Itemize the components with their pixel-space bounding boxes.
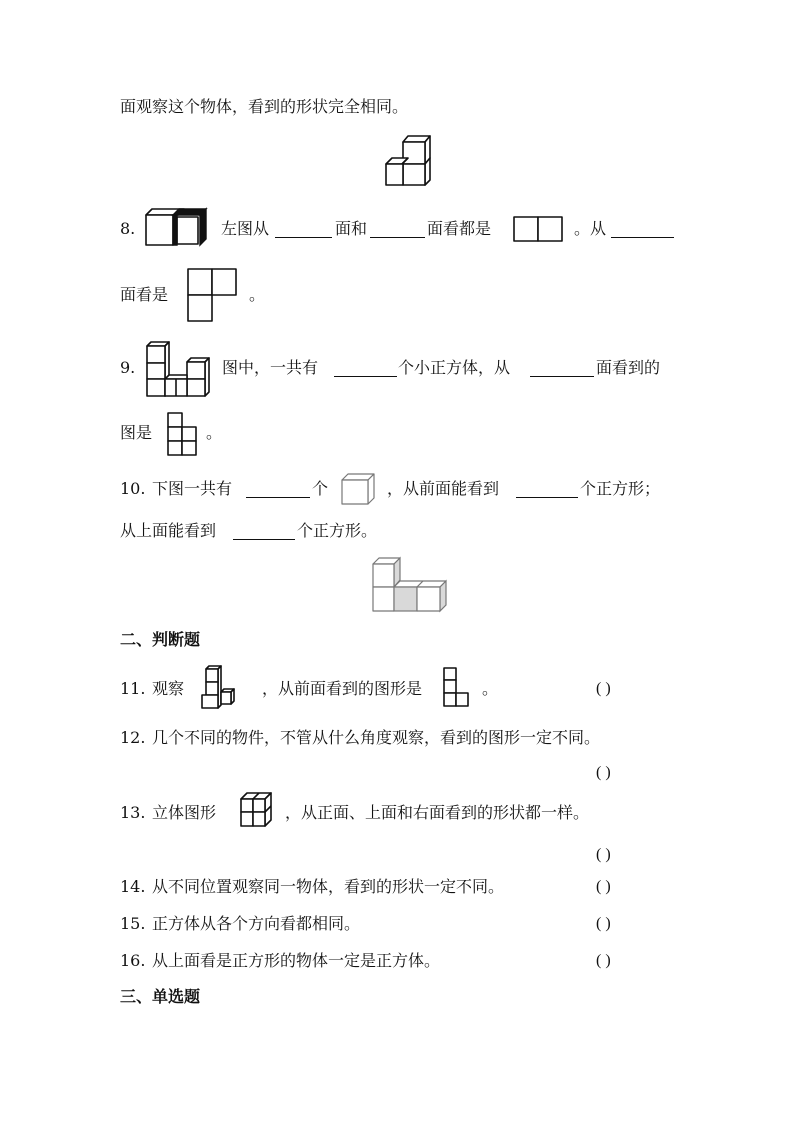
q15-answer-paren[interactable]: ( ) [596, 915, 611, 932]
q8-answer-blank-3[interactable] [611, 221, 674, 238]
q9-text-2: 个小正方体，从 [398, 358, 511, 377]
q11-text-2: ，从前面看到的图形是 [262, 679, 423, 698]
q16-text: 从上面看是正方形的物体一定是正方体。 [152, 951, 441, 970]
q8-two-squares-view [513, 216, 563, 242]
q7-text-tail: 面观察这个物体，看到的形状完全相同。 [120, 97, 409, 116]
q11-cube-figure [200, 665, 236, 709]
q10-text-1: 下图一共有 [152, 479, 233, 498]
q8-text-1: 左图从 [221, 219, 270, 238]
q11-period: 。 [482, 679, 499, 698]
q9-text-3: 面看到的 [596, 358, 661, 377]
q13-text-2: ，从正面、上面和右面看到的形状都一样。 [285, 803, 590, 822]
q10-text-4: 个正方形； [580, 479, 661, 498]
q7-cube-figure [384, 134, 434, 188]
q10-cube-figure [370, 556, 456, 614]
q8-text-3: 面看都是 [427, 219, 492, 238]
q8-answer-blank-2[interactable] [370, 221, 425, 238]
q15-number: 15. [120, 914, 146, 933]
q10-answer-blank-2[interactable] [516, 481, 578, 498]
q8-answer-blank-1[interactable] [275, 221, 332, 238]
q13-number: 13. [120, 803, 146, 822]
q12-number: 12. [120, 728, 146, 747]
q16-number: 16. [120, 951, 146, 970]
q8-l-shape-view [187, 268, 237, 322]
q9-line2-text: 图是 [120, 423, 153, 442]
q10-number: 10. [120, 479, 146, 498]
section-3-heading: 三、单选题 [120, 987, 201, 1006]
q13-answer-paren[interactable]: ( ) [596, 846, 611, 863]
q11-front-view [443, 667, 469, 707]
q11-text-1: 观察 [152, 679, 185, 698]
q8-text-2: 面和 [335, 219, 368, 238]
q10-line2-text-1: 从上面能看到 [120, 521, 217, 540]
q14-text: 从不同位置观察同一物体，看到的形状一定不同。 [152, 877, 505, 896]
q9-text-1: 图中，一共有 [222, 358, 319, 377]
q8-two-cubes-figure [144, 205, 208, 247]
q10-line2-text-2: 个正方形。 [297, 521, 378, 540]
q9-answer-blank-1[interactable] [334, 360, 397, 377]
q12-answer-paren[interactable]: ( ) [596, 764, 611, 781]
q14-number: 14. [120, 877, 146, 896]
q10-text-3: ，从前面能看到 [387, 479, 500, 498]
q9-grid-view [167, 412, 197, 456]
q10-answer-blank-1[interactable] [246, 481, 310, 498]
q11-answer-paren[interactable]: ( ) [596, 680, 611, 697]
q8-line2-text: 面看是 [120, 285, 169, 304]
q8-line2-period: 。 [249, 285, 266, 304]
q8-text-4: 。从 [574, 219, 607, 238]
q12-text: 几个不同的物件，不管从什么角度观察，看到的图形一定不同。 [152, 728, 601, 747]
q9-number: 9. [120, 358, 136, 377]
q9-answer-blank-2[interactable] [530, 360, 594, 377]
q10-text-2: 个 [312, 479, 329, 498]
q14-answer-paren[interactable]: ( ) [596, 878, 611, 895]
q13-cube-figure [239, 792, 275, 828]
q10-answer-blank-3[interactable] [233, 523, 295, 540]
q9-cube-figure [144, 340, 210, 398]
q11-number: 11. [120, 679, 146, 698]
q16-answer-paren[interactable]: ( ) [596, 952, 611, 969]
q13-text-1: 立体图形 [152, 803, 217, 822]
section-2-heading: 二、判断题 [120, 630, 201, 649]
q8-number: 8. [120, 219, 136, 238]
q9-line2-period: 。 [206, 423, 223, 442]
q15-text: 正方体从各个方向看都相同。 [152, 914, 361, 933]
q10-small-cube-icon [340, 472, 376, 506]
